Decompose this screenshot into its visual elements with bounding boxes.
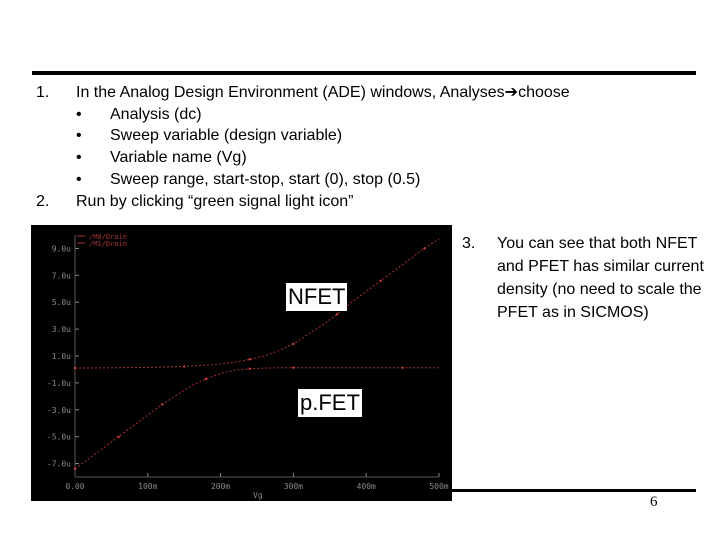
y-tick-label: 1.0u — [51, 352, 71, 361]
list-item: • Sweep range, start-stop, start (0), stop (0.5) — [76, 169, 696, 191]
y-tick-label: -5.0u — [46, 432, 71, 442]
step-2 — [36, 191, 696, 213]
list-item: • Variable name (Vg) — [76, 147, 696, 169]
plot-canvas — [31, 225, 452, 501]
data-point — [161, 403, 163, 405]
step-1-bullets — [76, 104, 696, 191]
top-rule — [32, 71, 696, 75]
legend-entry: /M1/Drain — [89, 240, 127, 248]
y-tick-label: -7.0u — [46, 459, 71, 469]
legend-entry: /M0/Drain — [89, 233, 127, 241]
bullet-icon: • — [76, 127, 82, 145]
step-3-number: 3. — [462, 235, 476, 252]
bullet-icon: • — [76, 105, 82, 123]
step-2-text: Run by clicking “green signal light icon” — [76, 192, 354, 210]
y-tick-label: -3.0u — [46, 405, 71, 415]
waveform-plot — [31, 225, 452, 501]
page-number: 6 — [650, 494, 658, 510]
y-tick-label: 5.0u — [51, 298, 71, 308]
data-point — [292, 343, 294, 345]
list-item: • Sweep variable (design variable) — [76, 125, 696, 147]
data-point — [336, 313, 338, 315]
x-tick-label: 400m — [356, 482, 376, 491]
list-item: • Analysis (dc) — [76, 104, 696, 126]
x-axis-label: Vg — [253, 491, 263, 500]
step-1-number: 1. — [36, 84, 50, 101]
step-2-number: 2. — [36, 192, 50, 210]
data-point — [292, 366, 294, 368]
y-tick-label: -1.0u — [46, 378, 71, 388]
x-tick-label: 200m — [210, 482, 231, 491]
x-tick-label: 100m — [138, 482, 158, 491]
x-tick-label: 0.00 — [65, 482, 85, 491]
bullet-icon: • — [76, 170, 82, 188]
series-line-1 — [75, 368, 439, 469]
step-1-text-end: choose — [518, 84, 570, 101]
y-tick-label: 3.0u — [51, 325, 71, 335]
x-tick-label: 300m — [283, 482, 304, 491]
y-tick-label: 9.0u — [51, 244, 71, 254]
step-1 — [36, 82, 696, 191]
data-point — [249, 358, 251, 360]
y-tick-label: 7.0u — [51, 271, 71, 281]
data-point — [249, 368, 251, 370]
data-point — [74, 367, 76, 369]
step-3-text: You can see that both NFET and PFET has similar current density (no need to scale the PFET as in SICMOS) — [497, 235, 704, 321]
data-point — [183, 365, 185, 367]
data-point — [401, 366, 403, 368]
instruction-list — [36, 82, 696, 212]
data-point — [380, 280, 382, 282]
pfet-label: p.FET — [300, 390, 360, 415]
data-point — [117, 435, 119, 437]
bottom-rule — [452, 489, 696, 492]
data-point — [423, 247, 425, 249]
step-1-text: In the Analog Design Environment (ADE) windows, Analyses — [76, 84, 505, 101]
data-point — [205, 378, 207, 380]
right-arrow-icon: ➔ — [504, 84, 519, 101]
data-point — [74, 468, 76, 470]
bullet-icon: • — [76, 149, 82, 167]
nfet-label: NFET — [288, 284, 346, 309]
x-tick-label: 500m — [429, 482, 449, 491]
series-line-0 — [75, 239, 439, 368]
